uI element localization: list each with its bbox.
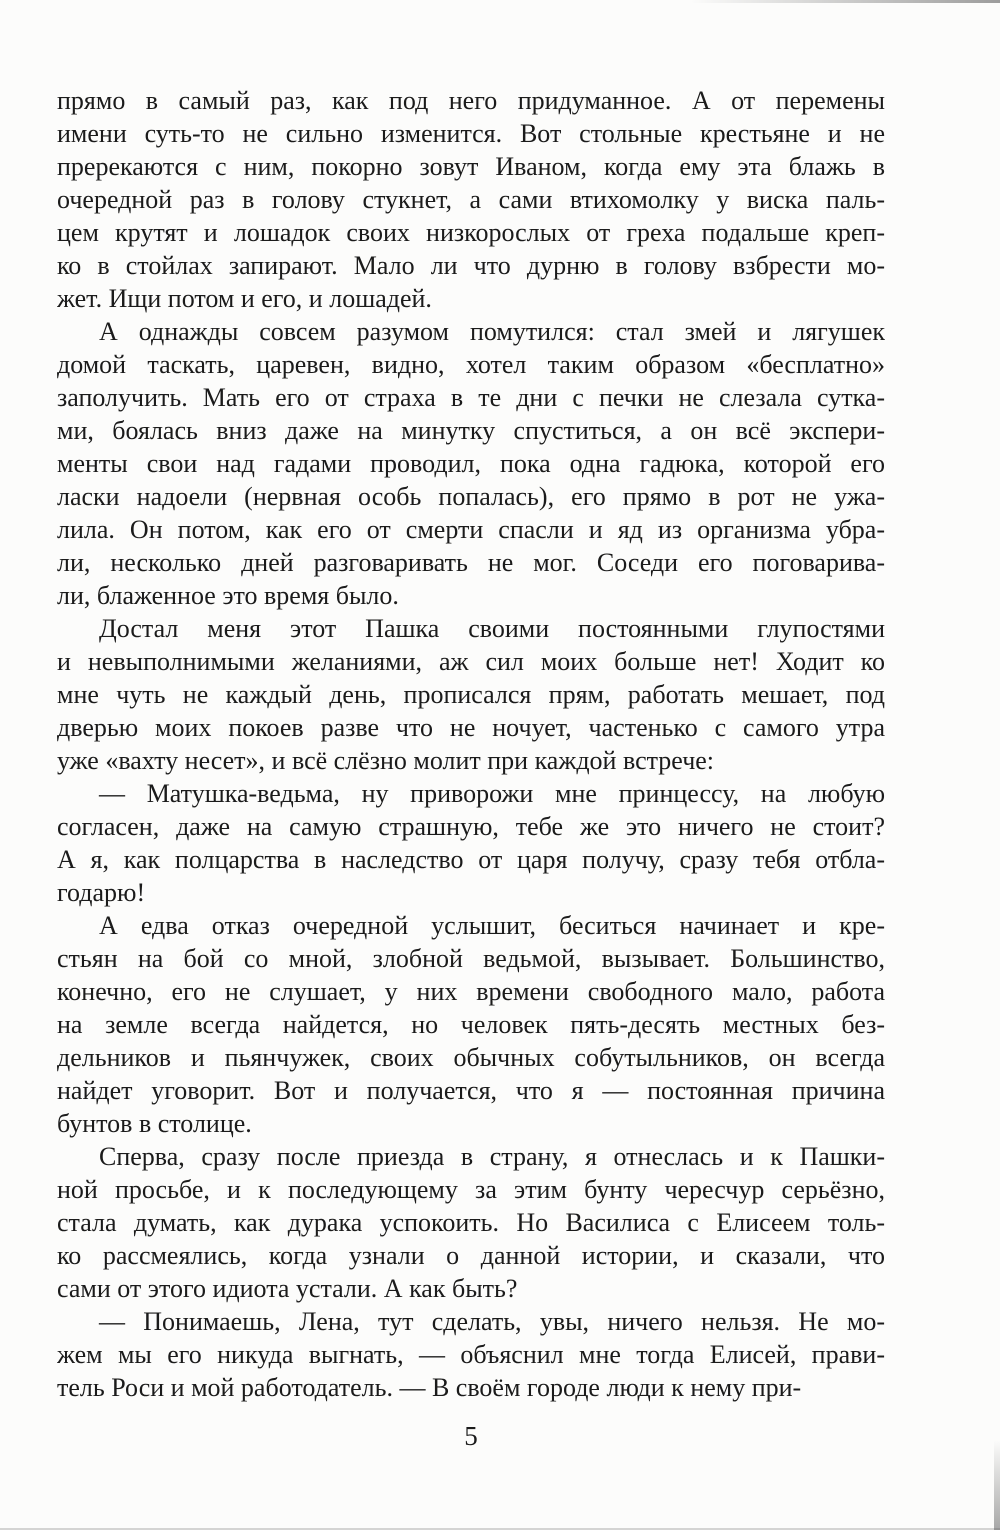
text-line: ласки надоели (нервная особь попалась), его прямо в рот не ужа- xyxy=(57,482,885,511)
paragraph xyxy=(57,1140,885,1305)
text-line: стьян на бой со мной, злобной ведьмой, вызывает. Большинство, xyxy=(57,944,885,973)
text-line: имени суть-то не сильно изменится. Вот стольные крестьяне и не xyxy=(57,119,885,148)
paragraph xyxy=(57,909,885,1140)
text-line: ли, блаженное это время было. xyxy=(57,581,399,610)
text-line: ко рассмеялись, когда узнали о данной истории, и сказали, что xyxy=(57,1241,885,1270)
text-line: дверью моих покоев разве что не ночует, частенько с самого утра xyxy=(57,713,885,742)
paragraph xyxy=(57,777,885,909)
text-line: и невыполнимыми желаниями, аж сил моих больше нет! Ходит ко xyxy=(57,647,885,676)
text-line: мне чуть не каждый день, прописался прям, работать мешает, под xyxy=(57,680,885,709)
text-line: домой таскать, царевен, видно, хотел таким образом «бесплатно» xyxy=(57,350,885,379)
text-line: на земле всегда найдется, но человек пять-десять местных без- xyxy=(57,1010,885,1039)
text-line: дельников и пьянчужек, своих обычных собутыльников, он всегда xyxy=(57,1043,885,1072)
text-line: годарю! xyxy=(57,878,146,907)
text-line: ко в стойлах запирают. Мало ли что дурню в голову взбрести мо- xyxy=(57,251,885,280)
scan-artifact-bottom-right xyxy=(994,1440,1000,1530)
text-line: лила. Он потом, как его от смерти спасли и яд из организма убра- xyxy=(57,515,885,544)
text-line: А я, как полцарства в наследство от царя получу, сразу тебя отбла- xyxy=(57,845,885,874)
text-line: — Матушка-ведьма, ну приворожи мне принцессу, на любую xyxy=(99,779,885,808)
text-line: стала думать, как дурака успокоить. Но Василиса с Елисеем толь- xyxy=(57,1208,885,1237)
text-line: — Понимаешь, Лена, тут сделать, увы, ничего нельзя. Не мо- xyxy=(99,1307,885,1336)
text-line: заполучить. Мать его от страха в те дни с печки не слезала сутка- xyxy=(57,383,885,412)
text-line: Достал меня этот Пашка своими постоянными глупостями xyxy=(99,614,885,643)
paragraph xyxy=(57,315,885,612)
text-line: жем мы его никуда выгнать, — объяснил мне тогда Елисей, прави- xyxy=(57,1340,885,1369)
text-line: тель Роси и мой работодатель. — В своём городе люди к нему при- xyxy=(57,1373,802,1402)
paragraph xyxy=(57,1305,885,1404)
text-line: пререкаются с ним, покорно зовут Иваном, когда ему эта блажь в xyxy=(57,152,885,181)
text-line: А едва отказ очередной услышит, беситься начинает и кре- xyxy=(99,911,885,940)
text-line: ли, несколько дней разговаривать не мог. Соседи его поговарива- xyxy=(57,548,885,577)
text-line: ной просьбе, и к последующему за этим бунту чересчур серьёзно, xyxy=(57,1175,885,1204)
paragraph xyxy=(57,612,885,777)
text-line: найдет уговорит. Вот и получается, что я — постоянная причина xyxy=(57,1076,885,1105)
text-line: жет. Ищи потом и его, и лошадей. xyxy=(57,284,432,313)
text-line: бунтов в столице. xyxy=(57,1109,252,1138)
text-block xyxy=(57,84,885,1404)
text-line: А однажды совсем разумом помутился: стал змей и лягушек xyxy=(99,317,885,346)
text-line: конечно, его не слушает, у них времени свободного мало, работа xyxy=(57,977,885,1006)
paragraph xyxy=(57,84,885,315)
page-number: 5 xyxy=(464,1421,478,1451)
text-line: очередной раз в голову стукнет, а сами втихомолку у виска паль- xyxy=(57,185,885,214)
text-line: прямо в самый раз, как под него придуманное. А от перемены xyxy=(57,86,885,115)
scan-artifact-top-right xyxy=(690,0,1000,3)
text-line: менты свои над гадами проводил, пока одна гадюка, которой его xyxy=(57,449,885,478)
text-line: Сперва, сразу после приезда в страну, я отнеслась и к Пашки- xyxy=(99,1142,885,1171)
text-line: уже «вахту несет», и всё слёзно молит при каждой встрече: xyxy=(57,746,715,775)
text-line: согласен, даже на самую страшную, тебе же это ничего не стоит? xyxy=(57,812,885,841)
text-line: цем крутят и лошадок своих низкорослых от греха подальше креп- xyxy=(57,218,885,247)
text-line: сами от этого идиота устали. А как быть? xyxy=(57,1274,518,1303)
text-line: ми, боялась вниз даже на минутку спуститься, а он всё экспери- xyxy=(57,416,885,445)
